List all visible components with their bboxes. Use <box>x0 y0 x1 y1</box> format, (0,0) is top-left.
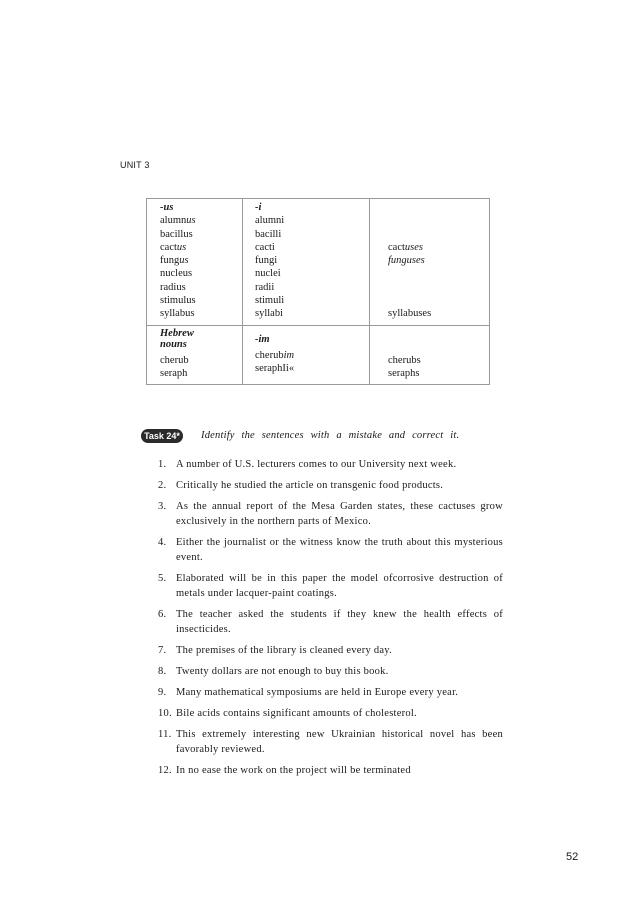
unit-label: UNIT 3 <box>120 160 150 170</box>
latin-plural-cell <box>243 199 370 326</box>
latin-alternative-word <box>388 214 483 227</box>
exercise-item <box>158 457 503 472</box>
latin-nouns-row <box>147 199 490 326</box>
latin-alternative-list <box>388 214 483 320</box>
latin-plural-word: fungi <box>255 255 278 267</box>
hebrew-singular-list <box>160 354 236 381</box>
latin-plural-word: nuclei <box>255 268 281 280</box>
latin-alternative-word: cactuses <box>388 241 423 253</box>
latin-alternative-word: syllabuses <box>388 308 432 320</box>
latin-plural-word: stimuli <box>255 295 285 307</box>
page-number: 52 <box>566 851 579 863</box>
plural-nouns-table <box>146 198 490 385</box>
latin-singular-word: cactus <box>160 241 187 253</box>
latin-alternative-word <box>388 294 483 307</box>
exercise-number: 3. <box>158 501 167 512</box>
hebrew-plural-cell <box>243 325 370 385</box>
exercise-sentence: Elaborated will be in this paper the model ofcorrosive destruction of metals under lacquer-paint coatings. <box>176 573 503 599</box>
latin-plural-word: cacti <box>255 241 275 253</box>
exercise-item <box>158 664 503 679</box>
task-badge: Task 24* <box>141 429 183 443</box>
latin-plural-word: alumni <box>255 215 285 227</box>
hebrew-singular-cell <box>147 325 243 385</box>
exercise-number: 6. <box>158 609 167 620</box>
exercise-sentence: As the annual report of the Mesa Garden states, these cactuses grow exclusively in the northern parts of Mexico. <box>176 501 503 527</box>
exercise-item <box>158 499 503 529</box>
exercise-number: 11. <box>158 729 172 740</box>
exercise-number: 2. <box>158 480 167 491</box>
latin-alternative-word: funguses <box>388 255 425 267</box>
latin-singular-word: fungus <box>160 255 189 267</box>
latin-singular-word: bacillus <box>160 228 193 240</box>
exercise-item <box>158 727 503 757</box>
hebrew-plural-word: seraphIi« <box>255 363 295 375</box>
exercise-item <box>158 478 503 493</box>
us-ending-header: -us <box>160 202 174 213</box>
hebrew-alternative-list <box>388 354 483 381</box>
exercise-item <box>158 706 503 721</box>
hebrew-singular-word: seraph <box>160 367 188 379</box>
exercise-number: 8. <box>158 666 167 677</box>
hebrew-plural-word: cherubim <box>255 349 295 361</box>
exercise-sentence: Critically he studied the article on transgenic food products. <box>176 480 444 491</box>
exercise-number: 12. <box>158 765 172 776</box>
exercise-item <box>158 685 503 700</box>
exercise-number: 9. <box>158 687 167 698</box>
i-ending-header: -i <box>255 202 262 213</box>
exercise-sentence: Many mathematical symposiums are held in Europe every year. <box>176 687 459 698</box>
latin-plural-word: bacilli <box>255 228 282 240</box>
latin-plural-word: syllabi <box>255 308 283 320</box>
exercise-number: 10. <box>158 708 172 719</box>
exercise-item <box>158 535 503 565</box>
im-ending-header: -im <box>255 333 270 345</box>
latin-plural-list <box>255 214 363 320</box>
latin-singular-word: stimulus <box>160 295 196 307</box>
exercise-list <box>158 457 503 784</box>
exercise-item <box>158 571 503 601</box>
latin-alternative-word <box>388 281 483 294</box>
exercise-number: 4. <box>158 537 167 548</box>
latin-plural-word: radii <box>255 281 275 293</box>
exercise-sentence: A number of U.S. lecturers comes to our University next week. <box>176 459 457 470</box>
exercise-sentence: The premises of the library is cleaned every day. <box>176 645 392 656</box>
exercise-sentence: This extremely interesting new Ukrainian historical novel has been favorably reviewed. <box>176 729 503 755</box>
latin-singular-cell <box>147 199 243 326</box>
latin-alternative-word <box>388 228 483 241</box>
latin-singular-word: syllabus <box>160 308 195 320</box>
latin-alternative-cell <box>370 199 490 326</box>
exercise-sentence: Bile acids contains significant amounts of cholesterol. <box>176 708 417 719</box>
exercise-item <box>158 763 503 778</box>
hebrew-alternative-cell <box>370 325 490 385</box>
latin-singular-word: nucleus <box>160 268 193 280</box>
exercise-item <box>158 607 503 637</box>
exercise-number: 1. <box>158 459 167 470</box>
exercise-sentence: Either the journalist or the witness know the truth about this mysterious event. <box>176 537 503 563</box>
exercise-number: 5. <box>158 573 167 584</box>
latin-singular-word: alumnus <box>160 215 196 227</box>
task-instruction: Identify the sentences with a mistake and correct it. <box>201 430 460 441</box>
exercise-sentence: The teacher asked the students if they knew the health effects of insecticides. <box>176 609 503 635</box>
task-header <box>141 429 501 445</box>
latin-alternative-word <box>388 267 483 280</box>
hebrew-nouns-row <box>147 325 490 385</box>
latin-singular-word: radius <box>160 281 186 293</box>
exercise-item <box>158 643 503 658</box>
hebrew-alternative-word: seraphs <box>388 367 420 379</box>
hebrew-alternative-word: cherubs <box>388 354 421 366</box>
exercise-number: 7. <box>158 645 167 656</box>
hebrew-plural-list <box>255 349 363 376</box>
exercise-sentence: In no ease the work on the project will be terminated <box>176 765 411 776</box>
exercise-sentence: Twenty dollars are not enough to buy this book. <box>176 666 389 677</box>
hebrew-nouns-header: Hebrew nouns <box>160 327 194 350</box>
hebrew-singular-word: cherub <box>160 354 189 366</box>
latin-singular-list <box>160 214 236 320</box>
